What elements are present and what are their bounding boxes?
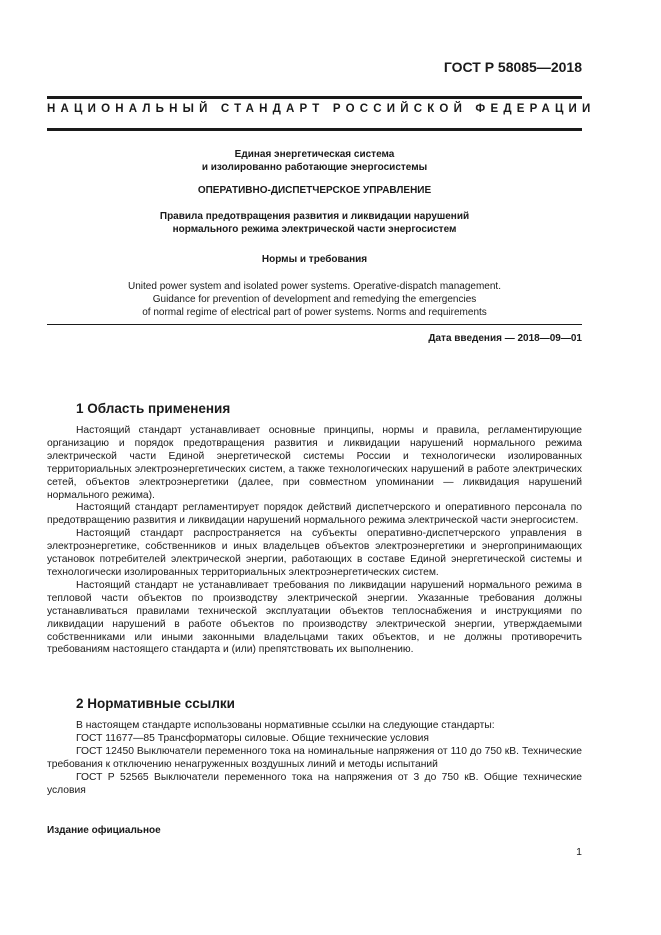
paragraph: ГОСТ 12450 Выключатели переменного тока на номинальные напряжения от 110 до 750 кВ. Технические требования к отключению ненагруженных воздушных линий и методы испытаний [47, 745, 582, 770]
subtitle-line1: Правила предотвращения развития и ликвидации нарушений [159, 211, 470, 222]
system-title-line1: Единая энергетическая система [234, 149, 395, 160]
english-line3: of normal regime of electrical part of power systems. Norms and requirements [142, 307, 487, 318]
paragraph: Настоящий стандарт распространяется на субъекты оперативно-диспетчерского управления в электроэнергетике, собственников и иных владельцев объектов электроэнергетики и энергопринимающих установок потребителей электрической энергии, работающих в составе Единой энергетической системы и технологически изолированных территориальных электроэнергетических систем. [47, 528, 582, 578]
section-2-body [47, 720, 582, 797]
english-line1: United power system and isolated power systems. Operative-dispatch management. [128, 281, 501, 292]
page-number: 1 [576, 846, 582, 858]
section-1-heading: 1 Область применения [76, 401, 231, 416]
section-1-body [47, 425, 582, 657]
paragraph: Настоящий стандарт устанавливает основные принципы, нормы и правила, регламентирующие организацию и порядок предотвращения развития и ликвидации нарушений нормального режима электрической части Единой энергетической системы России и технологически изолированных территориальных электроэнергетических систем, а также технологических нарушений в работе электрических сетей, объектов электроэнергетики (далее, при совместном упоминании — ликвидация нарушений нормального режима). [47, 425, 582, 501]
official-edition-label: Издание официальное [47, 825, 161, 836]
main-title: ОПЕРАТИВНО-ДИСПЕТЧЕРСКОЕ УПРАВЛЕНИЕ [197, 185, 432, 196]
subtitle [47, 210, 582, 236]
paragraph: В настоящем стандарте использованы нормативные ссылки на следующие стандарты: [76, 720, 495, 731]
system-title [47, 148, 582, 174]
national-standard-title: НАЦИОНАЛЬНЫЙ СТАНДАРТ РОССИЙСКОЙ ФЕДЕРАЦИИ [47, 103, 596, 115]
header-rule-top [47, 96, 582, 99]
english-title [47, 280, 582, 319]
paragraph: Настоящий стандарт не устанавливает требования по ликвидации нарушений нормального режима в тепловой части объектов по производству электрической энергии. Указанные требования должны устанавливаться правилами технической эксплуатации объектов теплоснабжения и инструкциями по ликвидации нарушений в работе объектов по производству электрической энергии, утверждаемыми собственниками или иными законными владельцами таких объектов, и не должны противоречить требованиям настоящего стандарта и (или) препятствовать их выполнению. [47, 579, 582, 656]
paragraph: ГОСТ Р 52565 Выключатели переменного тока на напряжения от 3 до 750 кВ. Общие технические условия [47, 771, 582, 796]
section-2-heading: 2 Нормативные ссылки [76, 696, 235, 711]
paragraph: Настоящий стандарт регламентирует порядок действий диспетчерского и оперативного персонала по предотвращению развития и ликвидации нарушений нормального режима электрической части энергосистем. [47, 502, 582, 527]
header-rule-bottom [47, 128, 582, 131]
norms-title: Нормы и требования [261, 254, 368, 265]
title-rule [47, 324, 582, 325]
english-line2: Guidance for prevention of development and remedying the emergencies [152, 294, 477, 305]
paragraph: ГОСТ 11677—85 Трансформаторы силовые. Общие технические условия [76, 732, 429, 744]
doc-number: ГОСТ Р 58085—2018 [443, 59, 582, 75]
subtitle-line2: нормального режима электрической части энергосистем [172, 224, 457, 235]
system-title-line2: и изолированно работающие энергосистемы [201, 162, 428, 173]
introduction-date: Дата введения — 2018—09—01 [428, 333, 582, 344]
